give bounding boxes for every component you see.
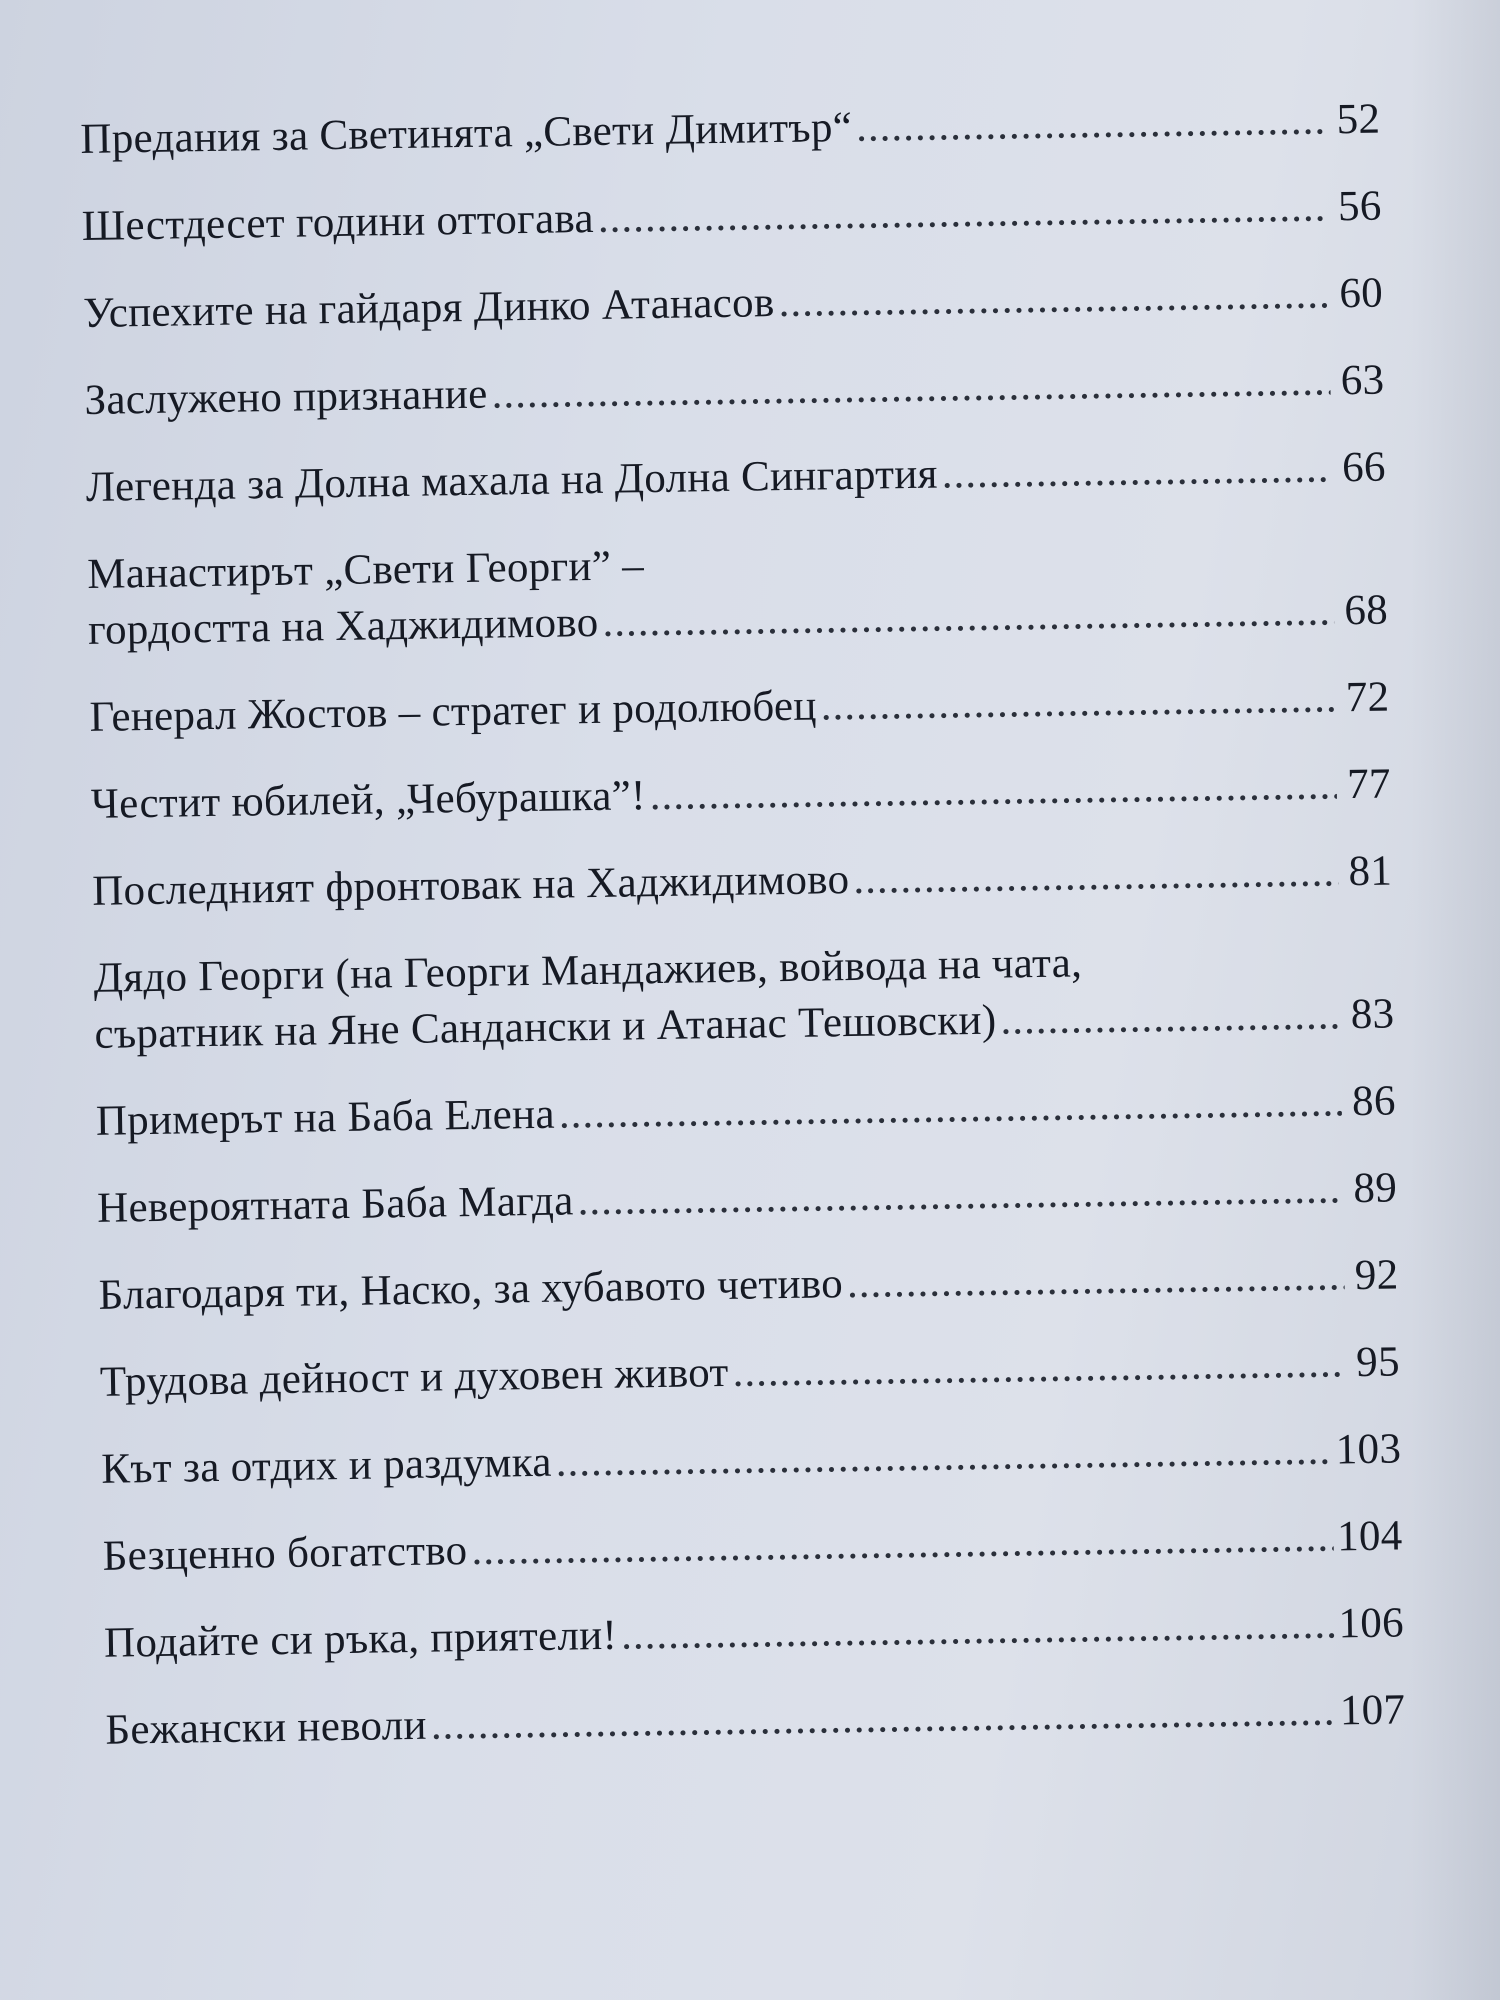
toc-leader-dots	[941, 440, 1332, 502]
toc-entry	[98, 1247, 1419, 1324]
toc-entry	[102, 1508, 1423, 1585]
toc-entry	[100, 1334, 1421, 1411]
toc-entry-page: 60	[1339, 269, 1384, 318]
toc-entry	[95, 1073, 1416, 1150]
toc-entry	[84, 352, 1405, 429]
toc-entry-page: 106	[1338, 1599, 1405, 1648]
toc-entry-title-line1: Манастирът „Свети Георги” –	[86, 542, 645, 598]
toc-entry	[97, 1160, 1418, 1237]
toc-entry	[85, 439, 1406, 516]
toc-leader-dots	[732, 1335, 1346, 1401]
toc-entry-page: 52	[1336, 95, 1381, 144]
toc-entry	[105, 1682, 1426, 1759]
toc-entry-title: съратник на Яне Сандански и Атанас Тешовски)	[94, 996, 997, 1058]
toc-entry-page: 95	[1355, 1338, 1401, 1387]
toc-entry-title: Генерал Жостов – стратег и родолюбец	[89, 682, 818, 741]
toc-entry-page: 103	[1335, 1425, 1402, 1474]
toc-entry	[101, 1421, 1422, 1498]
toc-leader-dots	[471, 1509, 1334, 1579]
toc-leader-dots	[577, 1161, 1343, 1229]
toc-leader-dots	[778, 266, 1329, 331]
toc-entry	[92, 843, 1413, 920]
toc-leader-dots	[649, 757, 1337, 824]
toc-entry	[80, 91, 1401, 168]
toc-entry-title: Подайте си ръка, приятели!	[103, 1611, 618, 1667]
toc-entry-title: Шестдесет години оттогава	[81, 194, 595, 250]
toc-entry-title-line1: Дядо Георги (на Георги Мандажиев, войвода на чата,	[93, 939, 1083, 1002]
toc-entry-page: 86	[1351, 1077, 1397, 1126]
toc-entry-page: 72	[1345, 673, 1390, 722]
toc-leader-dots	[1000, 987, 1341, 1048]
toc-entry-title: Безценно богатство	[102, 1527, 468, 1580]
toc-entry	[87, 526, 1409, 659]
toc-entry	[90, 756, 1411, 833]
toc-entry-page: 104	[1336, 1512, 1403, 1561]
toc-entry-page: 63	[1340, 356, 1385, 405]
toc-entry-title: Последният фронтовак на Хаджидимово	[91, 856, 850, 915]
toc-entry-page: 89	[1353, 1164, 1398, 1213]
toc-entry-page: 66	[1341, 443, 1387, 492]
toc-leader-dots	[856, 92, 1327, 155]
toc-entry-title: гордостта на Хаджидимово	[87, 598, 599, 654]
page-edge-shadow	[1410, 0, 1500, 2000]
toc-leader-dots	[597, 179, 1328, 246]
toc-entry-title: Примерът на Баба Елена	[95, 1090, 556, 1145]
toc-leader-dots	[491, 353, 1331, 422]
toc-entry-page: 81	[1348, 847, 1393, 896]
toc-entry-title: Успехите на гайдаря Динко Атанасов	[82, 279, 775, 337]
toc-entry	[89, 669, 1410, 746]
toc-entry-title: Честит юбилей, „Чебурашка”!	[90, 772, 647, 828]
toc-entry-title: Трудова дейност и духовен живот	[99, 1348, 729, 1406]
toc-leader-dots	[555, 1423, 1332, 1491]
toc-entry	[104, 1595, 1425, 1672]
toc-leader-dots	[847, 1248, 1345, 1312]
toc-entry-title: Легенда за Долна махала на Долна Сингартия	[85, 450, 939, 511]
toc-entry	[93, 930, 1415, 1063]
toc-leader-dots	[558, 1074, 1342, 1142]
toc-leader-dots	[430, 1683, 1336, 1753]
table-of-contents	[80, 91, 1426, 1790]
toc-entry-title: Предания за Светинята „Свети Димитър“	[80, 103, 853, 163]
toc-entry-title: Невероятната Баба Магда	[96, 1177, 574, 1232]
toc-entry-title: Бежански неволи	[105, 1701, 428, 1754]
toc-entry	[83, 265, 1404, 342]
toc-entry-page: 107	[1339, 1686, 1406, 1735]
toc-entry-page: 68	[1344, 586, 1389, 635]
toc-leader-dots	[820, 670, 1336, 734]
toc-entry-page: 92	[1354, 1251, 1399, 1300]
toc-entry-page: 83	[1350, 990, 1395, 1039]
toc-entry-page: 77	[1346, 760, 1392, 809]
toc-entry-title: Кът за отдих и раздумка	[100, 1438, 553, 1493]
toc-leader-dots	[853, 844, 1339, 908]
toc-leader-dots	[602, 583, 1334, 650]
toc-leader-dots	[621, 1596, 1335, 1663]
toc-entry	[81, 178, 1402, 255]
toc-entry-title: Благодаря ти, Наско, за хубавото четиво	[98, 1260, 844, 1319]
toc-entry-page: 56	[1337, 182, 1383, 231]
toc-entry-title: Заслужено признание	[84, 370, 488, 424]
